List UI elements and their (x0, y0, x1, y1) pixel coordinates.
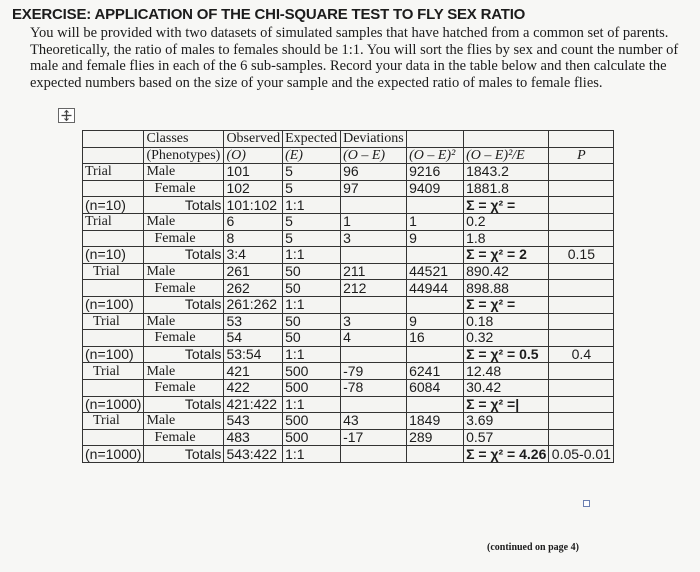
header-phenotypes: (Phenotypes) (144, 147, 224, 164)
header-expected: Expected (283, 131, 341, 148)
trial-label: Trial (83, 213, 144, 230)
female-deviation-squared[interactable]: 9409 (407, 180, 464, 197)
male-expected[interactable]: 5 (283, 164, 341, 181)
female-observed[interactable]: 8 (224, 230, 283, 247)
header-expected-symbol: (E) (283, 147, 341, 164)
male-observed[interactable]: 261 (224, 263, 283, 280)
observed-total-ratio[interactable]: 261:262 (224, 296, 283, 313)
p-shaded-cell (549, 330, 614, 347)
male-observed[interactable]: 101 (224, 164, 283, 181)
squared-shaded-cell (407, 446, 464, 463)
observed-total-ratio[interactable]: 53:54 (224, 346, 283, 363)
header-observed: Observed (224, 131, 283, 148)
totals-label: Totals (144, 446, 224, 463)
male-deviation[interactable]: 3 (341, 313, 407, 330)
trial-5-female-row (83, 379, 614, 396)
trial-4-male-row (83, 313, 614, 330)
female-expected[interactable]: 500 (283, 379, 341, 396)
p-shaded-cell (549, 180, 614, 197)
female-expected[interactable]: 5 (283, 230, 341, 247)
female-deviation-squared[interactable]: 44944 (407, 280, 464, 297)
p-shaded-cell (549, 164, 614, 181)
deviation-shaded-cell (341, 396, 407, 413)
trial-rows (83, 164, 614, 463)
male-chi-component[interactable]: 1843.2 (464, 164, 549, 181)
p-value[interactable] (549, 197, 614, 214)
sample-size: (n=1000) (83, 446, 144, 463)
female-label: Female (144, 280, 224, 297)
female-chi-component[interactable]: 898.88 (464, 280, 549, 297)
header-squared-symbol: (O – E)² (407, 147, 464, 164)
female-deviation-squared[interactable]: 9 (407, 230, 464, 247)
resize-handle-icon[interactable] (583, 500, 590, 507)
female-observed[interactable]: 262 (224, 280, 283, 297)
p-shaded-cell (549, 429, 614, 446)
p-shaded-cell (549, 313, 614, 330)
female-deviation-squared[interactable]: 16 (407, 330, 464, 347)
male-label: Male (144, 313, 224, 330)
totals-label: Totals (144, 247, 224, 264)
male-chi-component[interactable]: 0.2 (464, 213, 549, 230)
male-observed[interactable]: 543 (224, 413, 283, 430)
deviation-shaded-cell (341, 197, 407, 214)
observed-total-ratio[interactable]: 101:102 (224, 197, 283, 214)
female-chi-component[interactable]: 0.32 (464, 330, 549, 347)
observed-total-ratio[interactable]: 543:422 (224, 446, 283, 463)
squared-shaded-cell (407, 346, 464, 363)
instructions-paragraph: You will be provided with two datasets of simulated samples that have hatched from a common set of parents. Theoretically, the ratio of males to females should be 1:1. You will sort the flies by sex and count the number of male and female flies in each of the 6 sub-samples. Record your data in the table below and then calculate the expected numbers based on the size of your sample and the expected ratio of males to female flies. (30, 25, 679, 91)
trial-4-totals-row (83, 346, 614, 363)
deviation-shaded-cell (341, 296, 407, 313)
trial-6-female-row (83, 429, 614, 446)
female-deviation[interactable]: 3 (341, 230, 407, 247)
header-row-2 (83, 147, 614, 164)
sample-size: (n=100) (83, 296, 144, 313)
trial-1-male-row (83, 164, 614, 181)
p-shaded-cell (549, 230, 614, 247)
male-label: Male (144, 263, 224, 280)
female-deviation[interactable]: 97 (341, 180, 407, 197)
female-deviation[interactable]: -17 (341, 429, 407, 446)
trial-3-totals-row (83, 296, 614, 313)
trial-label: Trial (83, 313, 144, 330)
trial-3-female-row (83, 280, 614, 297)
female-observed[interactable]: 483 (224, 429, 283, 446)
p-value[interactable] (549, 396, 614, 413)
female-label: Female (144, 429, 224, 446)
header-observed-symbol: (O) (224, 147, 283, 164)
male-observed[interactable]: 421 (224, 363, 283, 380)
male-deviation-squared[interactable]: 1849 (407, 413, 464, 430)
trial-2-female-row (83, 230, 614, 247)
male-expected[interactable]: 50 (283, 263, 341, 280)
female-chi-component[interactable]: 1881.8 (464, 180, 549, 197)
chi-square-sum[interactable]: Σ = χ² = 0.5 (464, 346, 549, 363)
male-deviation[interactable]: 211 (341, 263, 407, 280)
female-deviation[interactable]: -78 (341, 379, 407, 396)
female-label: Female (144, 330, 224, 347)
p-shaded-cell (549, 213, 614, 230)
sample-size: (n=1000) (83, 396, 144, 413)
trial-5-male-row (83, 363, 614, 380)
female-expected[interactable]: 50 (283, 280, 341, 297)
trial-2-totals-row (83, 247, 614, 264)
expected-ratio[interactable]: 1:1 (283, 296, 341, 313)
male-deviation-squared[interactable]: 44521 (407, 263, 464, 280)
p-value[interactable]: 0.4 (549, 346, 614, 363)
header-classes: Classes (144, 131, 224, 148)
female-chi-component[interactable]: 1.8 (464, 230, 549, 247)
header-deviations: Deviations (341, 131, 407, 148)
totals-label: Totals (144, 296, 224, 313)
header-deviation-symbol: (O – E) (341, 147, 407, 164)
male-observed[interactable]: 53 (224, 313, 283, 330)
plus-box-icon[interactable] (58, 108, 75, 123)
female-chi-component[interactable]: 0.57 (464, 429, 549, 446)
male-expected[interactable]: 5 (283, 213, 341, 230)
expected-ratio[interactable]: 1:1 (283, 197, 341, 214)
trial-label: Trial (83, 263, 144, 280)
female-deviation[interactable]: 4 (341, 330, 407, 347)
male-deviation[interactable]: 43 (341, 413, 407, 430)
continued-note: (continued on page 4) (487, 542, 579, 553)
header-p: P (549, 147, 614, 164)
sample-size: (n=100) (83, 346, 144, 363)
trial-3-male-row (83, 263, 614, 280)
male-chi-component[interactable]: 890.42 (464, 263, 549, 280)
trial-6-totals-row (83, 446, 614, 463)
deviation-shaded-cell (341, 446, 407, 463)
trial-6-male-row (83, 413, 614, 430)
male-chi-component[interactable]: 3.69 (464, 413, 549, 430)
female-expected[interactable]: 50 (283, 330, 341, 347)
female-deviation-squared[interactable]: 6084 (407, 379, 464, 396)
female-chi-component[interactable]: 30.42 (464, 379, 549, 396)
observed-total-ratio[interactable]: 421:422 (224, 396, 283, 413)
male-label: Male (144, 413, 224, 430)
chi-square-sum[interactable]: Σ = χ² =| (464, 396, 549, 413)
expected-ratio[interactable]: 1:1 (283, 247, 341, 264)
p-shaded-cell (549, 263, 614, 280)
deviation-shaded-cell (341, 247, 407, 264)
squared-shaded-cell (407, 396, 464, 413)
female-expected[interactable]: 500 (283, 429, 341, 446)
male-deviation[interactable]: 96 (341, 164, 407, 181)
chi-square-sum[interactable]: Σ = χ² = (464, 296, 549, 313)
trial-4-female-row (83, 330, 614, 347)
female-deviation[interactable]: 212 (341, 280, 407, 297)
expected-ratio[interactable]: 1:1 (283, 346, 341, 363)
male-expected[interactable]: 500 (283, 413, 341, 430)
trial-5-totals-row (83, 396, 614, 413)
p-value[interactable]: 0.05-0.01 (549, 446, 614, 463)
squared-shaded-cell (407, 197, 464, 214)
header-row-1 (83, 131, 614, 148)
male-deviation[interactable]: 1 (341, 213, 407, 230)
header-chi-symbol: (O – E)²/E (464, 147, 549, 164)
female-observed[interactable]: 54 (224, 330, 283, 347)
male-label: Male (144, 213, 224, 230)
totals-label: Totals (144, 396, 224, 413)
female-deviation-squared[interactable]: 289 (407, 429, 464, 446)
expected-ratio[interactable]: 1:1 (283, 446, 341, 463)
p-shaded-cell (549, 413, 614, 430)
male-label: Male (144, 164, 224, 181)
p-shaded-cell (549, 280, 614, 297)
female-label: Female (144, 230, 224, 247)
male-deviation-squared[interactable]: 9 (407, 313, 464, 330)
expected-ratio[interactable]: 1:1 (283, 396, 341, 413)
chi-square-sum[interactable]: Σ = χ² = 2 (464, 247, 549, 264)
deviation-shaded-cell (341, 346, 407, 363)
p-value[interactable] (549, 296, 614, 313)
female-observed[interactable]: 422 (224, 379, 283, 396)
totals-label: Totals (144, 197, 224, 214)
observed-total-ratio[interactable]: 3:4 (224, 247, 283, 264)
trial-label: Trial (83, 164, 144, 181)
male-expected[interactable]: 50 (283, 313, 341, 330)
sample-size: (n=10) (83, 197, 144, 214)
squared-shaded-cell (407, 296, 464, 313)
trial-1-female-row (83, 180, 614, 197)
trial-1-totals-row (83, 197, 614, 214)
chi-square-sum[interactable]: Σ = χ² = (464, 197, 549, 214)
male-deviation-squared[interactable]: 9216 (407, 164, 464, 181)
male-chi-component[interactable]: 0.18 (464, 313, 549, 330)
trial-2-male-row (83, 213, 614, 230)
chi-square-table (82, 130, 614, 463)
p-value[interactable]: 0.15 (549, 247, 614, 264)
trial-label: Trial (83, 363, 144, 380)
male-deviation-squared[interactable]: 6241 (407, 363, 464, 380)
female-expected[interactable]: 5 (283, 180, 341, 197)
trial-label: Trial (83, 413, 144, 430)
female-observed[interactable]: 102 (224, 180, 283, 197)
p-shaded-cell (549, 363, 614, 380)
female-label: Female (144, 180, 224, 197)
male-deviation[interactable]: -79 (341, 363, 407, 380)
male-chi-component[interactable]: 12.48 (464, 363, 549, 380)
chi-square-sum[interactable]: Σ = χ² = 4.26 (464, 446, 549, 463)
male-expected[interactable]: 500 (283, 363, 341, 380)
female-label: Female (144, 379, 224, 396)
squared-shaded-cell (407, 247, 464, 264)
totals-label: Totals (144, 346, 224, 363)
male-deviation-squared[interactable]: 1 (407, 213, 464, 230)
p-shaded-cell (549, 379, 614, 396)
male-label: Male (144, 363, 224, 380)
male-observed[interactable]: 6 (224, 213, 283, 230)
exercise-heading: EXERCISE: APPLICATION OF THE CHI-SQUARE TEST TO FLY SEX RATIO (12, 6, 526, 23)
sample-size: (n=10) (83, 247, 144, 264)
